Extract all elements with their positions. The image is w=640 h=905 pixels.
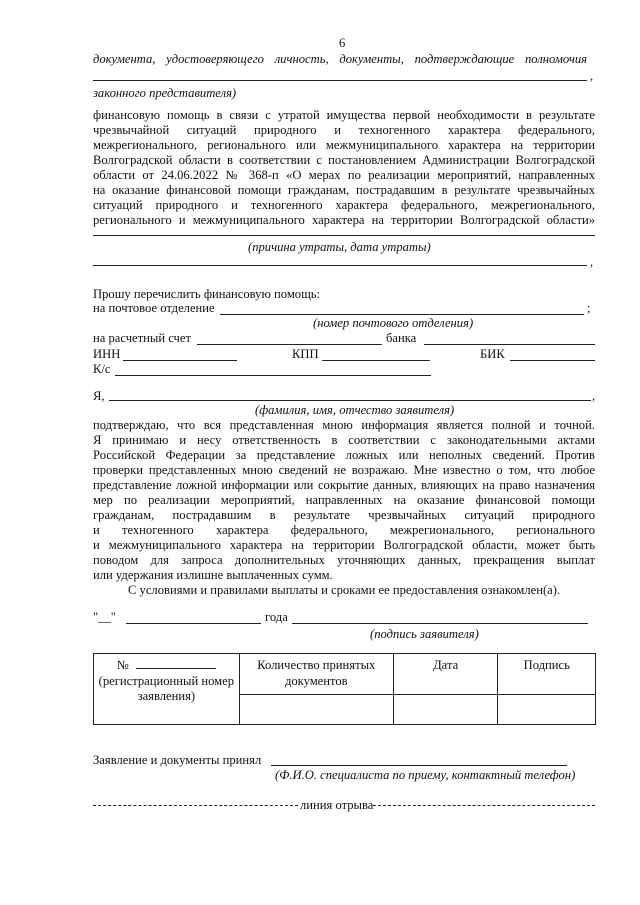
- statement-line: поводом для запроса дополнительных уточняющих данных, прекращения выплат: [93, 553, 595, 567]
- tear-line-right: [373, 805, 595, 806]
- header-fill-line[interactable]: [93, 80, 587, 81]
- account-input[interactable]: [197, 344, 382, 345]
- purpose-line: чрезвычайной ситуаций природного и техногенного характера федерального,: [93, 123, 595, 137]
- docs-count-cell[interactable]: [239, 695, 393, 725]
- purpose-line: на оказание финансовой помощи гражданам, пострадавшим в результате чрезвычайных: [93, 183, 595, 197]
- payment-intro: Прошу перечислить финансовую помощь:: [93, 287, 321, 301]
- purpose-line: финансовую помощь в связи с утратой имущества первой необходимости в результате: [93, 108, 595, 122]
- post-office-semicolon: ;: [587, 301, 591, 315]
- signature-date-quotes: "__": [93, 610, 116, 624]
- date-header: Дата: [393, 654, 498, 695]
- receipt-caption: (Ф.И.О. специалиста по приему, контактный телефон): [275, 768, 576, 782]
- signature-input[interactable]: [292, 623, 588, 624]
- kpp-label: КПП: [292, 347, 319, 361]
- post-office-label: на почтовое отделение: [93, 301, 215, 315]
- purpose-line: ситуаций природного и техногенного характера федерального, межрегионального,: [93, 198, 595, 212]
- statement-line: мер по реализации мероприятий, направленных на оказание финансовой помощи: [93, 493, 595, 507]
- account-label: на расчетный счет: [93, 331, 191, 345]
- purpose-line: межрегионального, регионального или межмуниципального характера на территории: [93, 138, 595, 152]
- header-document-line: документа, удостоверяющего личность, документы, подтверждающие полномочия: [93, 52, 587, 66]
- signature-caption: (подпись заявителя): [370, 627, 479, 641]
- receipt-input[interactable]: [271, 765, 567, 766]
- applicant-ya: Я,: [93, 389, 105, 403]
- bank-input[interactable]: [424, 344, 595, 345]
- signature-year-label: года: [265, 610, 288, 624]
- receipt-label: Заявление и документы принял: [93, 753, 262, 767]
- statement-line: и техногенного характера федерального, межрегионального, регионального: [93, 523, 595, 537]
- purpose-line: области от 24.06.2022 № 368-п «О мерах по реализации мероприятий, направленных: [93, 168, 595, 182]
- statement-line: Российской Федерации за представление ложных или неполных сведений. Против: [93, 448, 595, 462]
- tear-line-left: [93, 805, 298, 806]
- purpose-line: Волгоградской области в соответствии с постановлением Администрации Волгоградской: [93, 153, 595, 167]
- docs-count-header: Количество принятых документов: [239, 654, 393, 695]
- applicant-comma: ,: [592, 389, 596, 403]
- statement-line: подтверждаю, что вся представленная мною информация является полной и точной.: [93, 418, 595, 432]
- date-cell[interactable]: [393, 695, 498, 725]
- bik-label: БИК: [480, 347, 505, 361]
- acknowledge-text: С условиями и правилами выплаты и сроками ее предоставления ознакомлен(а).: [128, 583, 561, 597]
- signature-month-input[interactable]: [126, 623, 261, 624]
- statement-line: гражданам, пострадавшим в результате чрезвычайных ситуаций природного: [93, 508, 595, 522]
- bik-input[interactable]: [510, 360, 595, 361]
- registration-number-cell[interactable]: [94, 654, 240, 725]
- bank-label: банка: [386, 331, 417, 345]
- ks-label: К/с: [93, 362, 111, 376]
- number-sign: №: [116, 658, 129, 672]
- loss-reason-line[interactable]: [93, 235, 595, 236]
- tear-line-label: линия отрыва: [300, 798, 374, 812]
- page-number: 6: [339, 36, 346, 50]
- registration-table: [93, 653, 596, 725]
- applicant-name-input[interactable]: [109, 400, 591, 401]
- post-office-caption: (номер почтового отделения): [313, 316, 474, 330]
- signature-header: Подпись: [498, 654, 596, 695]
- inn-input[interactable]: [123, 360, 237, 361]
- inn-label: ИНН: [93, 347, 121, 361]
- applicant-name-caption: (фамилия, имя, отчество заявителя): [255, 403, 455, 417]
- statement-line: Я принимаю и несу ответственность в соответствии с законодательными актами: [93, 433, 595, 447]
- statement-line: и межмуниципального характера на территории Волгоградской области, может быть: [93, 538, 595, 552]
- registration-number-input[interactable]: [136, 658, 216, 669]
- signature-cell[interactable]: [498, 695, 596, 725]
- loss-date-comma: ,: [590, 255, 594, 269]
- loss-reason-caption: (причина утраты, дата утраты): [248, 240, 431, 254]
- statement-line: представление ложной информации или сокрытие данных, влияющих на право назначения: [93, 478, 595, 492]
- statement-line: проверки представленных мною сведений не возражаю. Мне известно о том, что любое: [93, 463, 595, 477]
- header-comma: ,: [590, 69, 594, 83]
- kpp-input[interactable]: [322, 360, 430, 361]
- post-office-input[interactable]: [220, 314, 584, 315]
- loss-date-line[interactable]: [93, 265, 587, 266]
- statement-line: или удержания излишне выплаченных сумм.: [93, 568, 333, 582]
- purpose-line: регионального и межмуниципального характера на территории Волгоградской области»: [93, 213, 595, 227]
- header-representative-caption: законного представителя): [93, 86, 237, 100]
- registration-number-caption: (регистрационный номер заявления): [98, 673, 235, 704]
- ks-input[interactable]: [115, 375, 431, 376]
